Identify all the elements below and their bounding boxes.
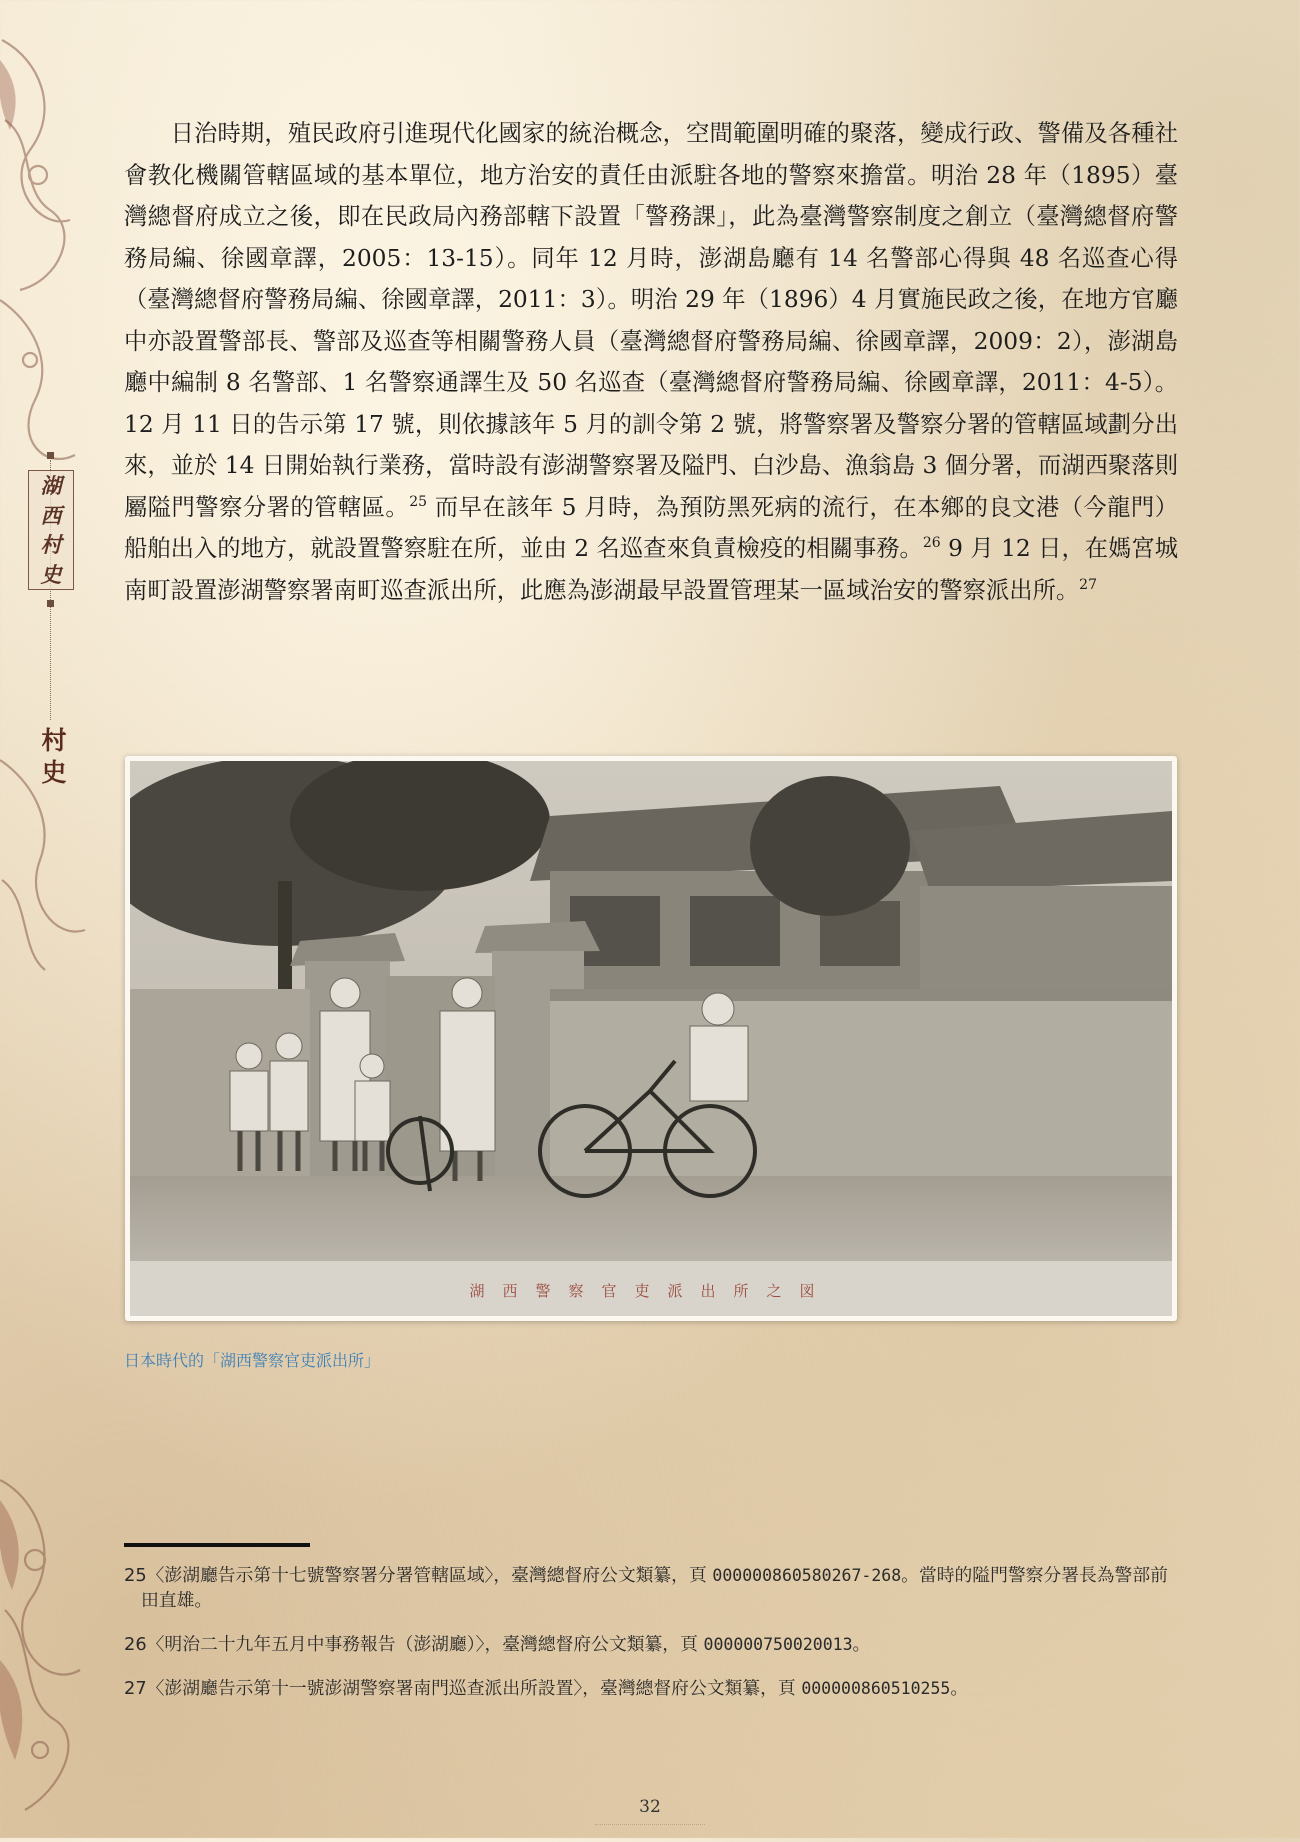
footnote-page-code: 000000860510255 [801, 1679, 951, 1698]
page-number-underline [595, 1824, 705, 1826]
footnote-text-tail: 。 [950, 1678, 969, 1699]
footnote-page-code: 000000860580267-268 [712, 1566, 902, 1585]
text-run: 9 月 12 日，在媽宮城南町設置澎湖警察署南町巡查派出所，此應為澎湖最早設置管理某一區域治安的警察派出所。 [124, 535, 1178, 604]
footnote-text: 〈明治二十九年五月中事務報告（澎湖廳）〉，臺灣總督府公文類纂，頁 [146, 1634, 704, 1655]
page-number: 32 [639, 1797, 661, 1817]
left-ornament [0, 0, 90, 1838]
body-paragraph [124, 113, 1178, 611]
book-title-char: 西 [40, 502, 62, 528]
floral-ornament-icon [0, 0, 90, 1838]
book-title-char: 史 [40, 561, 62, 587]
footnote [124, 1676, 1178, 1701]
footnote-number: 26 [124, 1634, 147, 1655]
text-run: 日治時期，殖民政府引進現代化國家的統治概念，空間範圍明確的聚落，變成行政、警備及各種社會教化機關管轄區域的基本單位，地方治安的責任由派駐各地的警察來擔當。明治 28 年（1895）臺灣總督府成立之後，即在民政局內務部轄下設置「警務課」，此為臺灣警察制度之創立（臺灣總督府警務局編、徐國章譯，2005：13-15）。同年 12 月時，澎湖島廳有 14 名警部心得與 48 名巡查心得（臺灣總督府警務局編、徐國章譯，2011：3）。明治 29 年（1896）4 月實施民政之後，在地方官廳中亦設置警部長、警部及巡查等相關警務人員（臺灣總督府警務局編、徐國章譯，2009：2），澎湖島廳中編制 8 名警部、1 名警察通譯生及 50 名巡查（臺灣總督府警務局編、徐國章譯，2011：4-5）。12 月 11 日的告示第 17 號，則依據該年 5 月的訓令第 2 號，將警察署及警察分署的管轄區域劃分出來，並於 14 日開始執行業務，當時設有澎湖警察署及隘門、白沙島、漁翁島 3 個分署，而湖西聚落則屬隘門警察分署的管轄區。 [124, 120, 1178, 521]
footnote-number: 25 [124, 1565, 147, 1586]
section-tag-char: 史 [41, 758, 67, 787]
section-tag-char: 村 [41, 726, 67, 755]
footnote [124, 1563, 1178, 1613]
book-title-label [28, 470, 74, 590]
footnote-text: 〈澎湖廳告示第十七號警察署分署管轄區域〉，臺灣總督府公文類纂，頁 [146, 1565, 713, 1586]
footnote-page-code: 000000750020013 [703, 1635, 853, 1654]
spine-marker-top [47, 452, 54, 459]
footnotes [124, 1563, 1178, 1720]
historic-photo [130, 761, 1172, 1316]
spine-marker-bottom [47, 600, 54, 607]
text-run: 而早在該年 5 月時，為預防黑死病的流行，在本鄉的良文港（今龍門）船舶出入的地方，就設置警察駐在所，並由 2 名巡查來負責檢疫的相關事務。 [124, 493, 1178, 562]
photo-caption: 日本時代的「湖西警察官吏派出所」 [124, 1351, 381, 1370]
book-title-char: 村 [40, 532, 62, 558]
section-tag [37, 725, 71, 789]
paragraph [124, 113, 1178, 611]
photo-frame [125, 756, 1177, 1321]
footnote-ref[interactable]: 26 [922, 535, 941, 551]
footnote-ref[interactable]: 27 [1079, 576, 1097, 593]
book-title-char: 湖 [40, 473, 62, 499]
photo-printed-caption: 湖西警察官吏派出所之図 [469, 1282, 833, 1300]
footnote-text: 〈澎湖廳告示第十一號澎湖警察署南門巡查派出所設置〉，臺灣總督府公文類纂，頁 [146, 1678, 802, 1699]
footnote-ref[interactable]: 25 [409, 493, 428, 510]
footnote-rule [124, 1543, 310, 1547]
footnote-text-tail: 。 [852, 1634, 871, 1655]
footnote-number: 27 [124, 1678, 147, 1699]
footnote [124, 1632, 1178, 1657]
footnote-text-tail: 。當時的隘門警察分署長為警部前田直雄。 [141, 1565, 1168, 1611]
